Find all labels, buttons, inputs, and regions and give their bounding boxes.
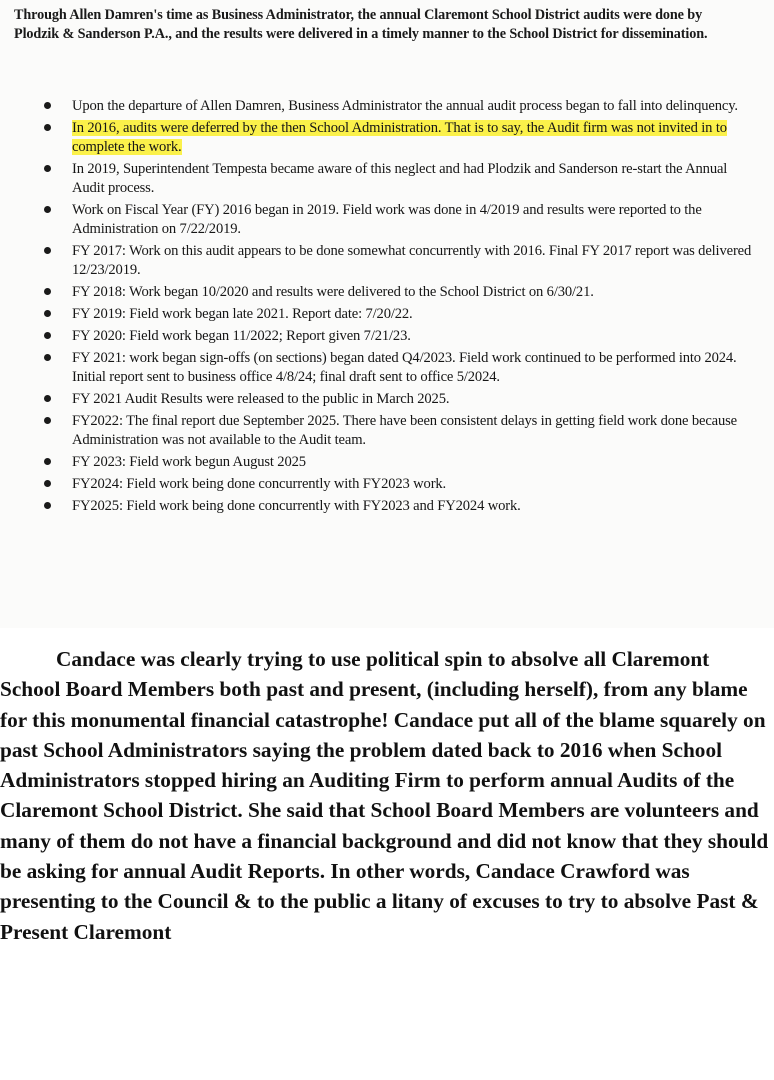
bullet-icon — [44, 124, 51, 131]
timeline-item — [44, 160, 754, 198]
timeline-item — [44, 119, 754, 157]
bullet-icon — [44, 502, 51, 509]
bullet-icon — [44, 247, 51, 254]
bullet-icon — [44, 458, 51, 465]
timeline-item — [44, 242, 754, 280]
bullet-icon — [44, 310, 51, 317]
timeline-item-text: FY 2018: Work began 10/2020 and results were delivered to the School District on 6/30/21. — [72, 284, 594, 300]
timeline-item-text: Work on Fiscal Year (FY) 2016 began in 2019. Field work was done in 4/2019 and results were reported to the Administration on 7/22/2019. — [72, 202, 702, 237]
audit-timeline-list — [44, 97, 754, 519]
bullet-icon — [44, 332, 51, 339]
bullet-icon — [44, 206, 51, 213]
timeline-item — [44, 97, 754, 116]
timeline-item-text: FY 2017: Work on this audit appears to be done somewhat concurrently with 2016. Final FY 2017 report was delivered 12/23/2019. — [72, 243, 752, 278]
timeline-item-text: FY2024: Field work being done concurrently with FY2023 work. — [72, 476, 447, 492]
timeline-item — [44, 283, 754, 302]
bullet-icon — [44, 480, 51, 487]
timeline-item-text: FY2025: Field work being done concurrently with FY2023 and FY2024 work. — [72, 498, 521, 514]
timeline-item-text: Upon the departure of Allen Damren, Business Administrator the annual audit process began to fall into delinquency. — [72, 98, 738, 114]
timeline-item-text: FY2022: The final report due September 2025. There have been consistent delays in getting field work done because Administration was not available to the Audit team. — [72, 413, 737, 448]
timeline-item-text: In 2019, Superintendent Tempesta became aware of this neglect and had Plodzik and Sanderson re-start the Annual Audit process. — [72, 161, 728, 196]
timeline-item — [44, 453, 754, 472]
timeline-item-text: FY 2021 Audit Results were released to the public in March 2025. — [72, 391, 450, 407]
bullet-icon — [44, 395, 51, 402]
timeline-item-text: FY 2023: Field work begun August 2025 — [72, 454, 306, 470]
article-body — [0, 644, 774, 947]
timeline-item — [44, 497, 754, 516]
timeline-item-text: FY 2021: work began sign-offs (on sections) began dated Q4/2023. Field work continued to be performed into 2024. Initial report sent to business office 4/8/24; final draft sent to office 5/2024. — [72, 350, 737, 385]
highlighted-item-text: In 2016, audits were deferred by the then School Administration. That is to say, the Audit firm was not invited in to complete the work. — [72, 120, 727, 155]
timeline-item — [44, 475, 754, 494]
article-paragraph: Candace was clearly trying to use political spin to absolve all Claremont School Board Members both past and present, (including herself), from any blame for this monumental financial catastrophe! Candace put all of the blame squarely on past School Administrators saying the problem dated back to 2016 when School Administrators stopped hiring an Auditing Firm to perform annual Audits of the Claremont School District. She said that School Board Members are volunteers and many of them do not have a financial background and did not know that they should be asking for annual Audit Reports. In other words, Candace Crawford was presenting to the Council & to the public a litany of excuses to try to absolve Past & Present Claremont — [0, 647, 769, 944]
timeline-item — [44, 327, 754, 346]
timeline-item-text: FY 2020: Field work began 11/2022; Report given 7/21/23. — [72, 328, 411, 344]
scan-intro-paragraph: Through Allen Damren's time as Business Administrator, the annual Claremont School District audits were done by Plodzik & Sanderson P.A., and the results were delivered in a timely manner to the School District for dissemination. — [14, 7, 708, 42]
timeline-item-text: FY 2019: Field work began late 2021. Report date: 7/20/22. — [72, 306, 413, 322]
bullet-icon — [44, 102, 51, 109]
bullet-icon — [44, 354, 51, 361]
timeline-item — [44, 390, 754, 409]
timeline-item — [44, 305, 754, 324]
timeline-item — [44, 412, 754, 450]
bullet-icon — [44, 417, 51, 424]
timeline-item — [44, 349, 754, 387]
timeline-item — [44, 201, 754, 239]
bullet-icon — [44, 288, 51, 295]
bullet-icon — [44, 165, 51, 172]
